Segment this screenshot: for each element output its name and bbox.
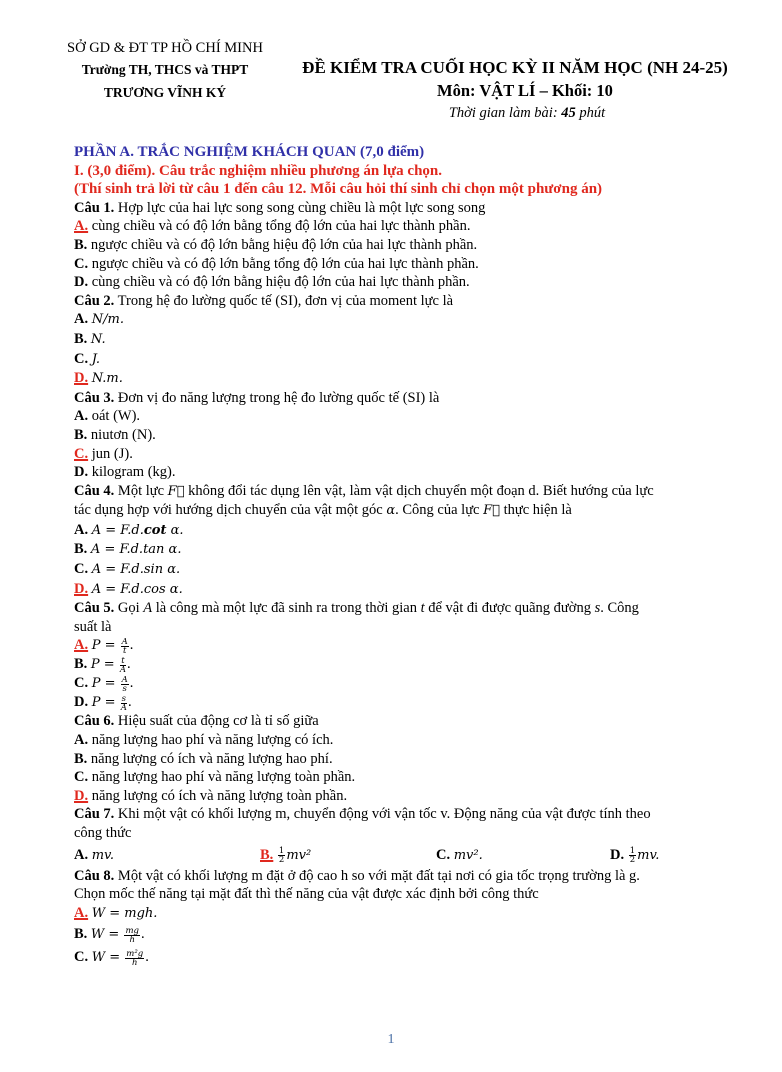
question-1 [74, 199, 754, 218]
part-instruction: (Thí sinh trả lời từ câu 1 đến câu 12. Mỗi câu hỏi thí sinh chỉ chọn một phương án) [74, 181, 603, 198]
option-text: oát (W). [88, 408, 141, 425]
option-letter: C. [74, 675, 89, 692]
fraction [121, 638, 129, 655]
option-letter: C. [74, 769, 89, 786]
option-letter-correct: B. [260, 846, 274, 863]
angle-symbol: α [386, 503, 396, 519]
denominator: 2 [629, 854, 636, 865]
question-4-cont [74, 501, 754, 521]
option-2b [74, 330, 754, 350]
school-header [50, 38, 280, 103]
option-text: cùng chiều và có độ lớn bằng tổng độ lớn của hai lực thành phần. [88, 218, 471, 235]
denominator: h [131, 957, 138, 968]
denominator: t [123, 645, 127, 656]
option-text: năng lượng hao phí và năng lượng có ích. [88, 732, 334, 749]
option-5b: B. P = $\frac{t}{A}$ . [74, 655, 131, 675]
option-function: cos [143, 581, 166, 597]
option-formula: A = F.d. [91, 581, 144, 597]
option-formula: N.m. [91, 371, 123, 387]
option-4c [74, 560, 754, 580]
option-1d [74, 273, 754, 292]
denominator: h [129, 934, 135, 945]
fraction [125, 950, 144, 967]
numerator: 1 [278, 845, 285, 856]
fraction [629, 847, 636, 864]
var-t: t [420, 600, 425, 617]
options-7 [74, 843, 754, 867]
option-text: năng lượng hao phí và năng lượng toàn phần. [88, 769, 356, 786]
question-7-cont: công thức [74, 825, 132, 841]
option-letter: A. [74, 521, 89, 538]
option-3a [74, 407, 754, 426]
option-1c [74, 255, 754, 274]
question-8-cont: Chọn mốc thế năng tại mặt đất thì thế năng của vật được xác định bởi công thức [74, 886, 539, 903]
question-text: Một lực [114, 482, 168, 499]
var-a: A [143, 600, 153, 617]
option-letter-correct: A. [74, 904, 89, 921]
option-formula: mv. [91, 847, 114, 863]
option-letter: A. [74, 732, 89, 749]
option-letter: C. [74, 255, 89, 272]
question-5-cont: suất là [74, 618, 112, 635]
numerator: mg [125, 925, 139, 936]
numerator: t [121, 655, 125, 666]
option-letter: B. [74, 330, 88, 347]
duration-value: 45 [561, 105, 576, 121]
option-4a [74, 521, 754, 541]
force-vector: F⃗ [167, 483, 185, 499]
question-5 [74, 599, 754, 618]
question-text: Đơn vị đo năng lượng trong hệ đo lường quốc tế (SI) là [114, 389, 440, 406]
question-label: Câu 2. [74, 292, 115, 309]
option-formula: J. [91, 351, 101, 367]
question-2 [74, 292, 754, 311]
department-name: SỞ GD & ĐT TP HỒ CHÍ MINH [67, 40, 263, 56]
option-letter-correct: A. [74, 218, 89, 235]
option-letter-correct: D. [74, 787, 89, 804]
question-label: Câu 3. [74, 389, 115, 406]
option-formula: P = [91, 695, 120, 711]
option-letter: D. [74, 464, 89, 481]
option-letter: C. [436, 846, 451, 863]
option-letter-correct: D. [74, 370, 89, 387]
numerator: A [121, 674, 128, 685]
question-text: Hiệu suất của động cơ là tỉ số giữa [114, 713, 319, 730]
option-formula: mv. [637, 847, 660, 863]
option-letter: B. [74, 236, 88, 253]
question-text: Trong hệ đo lường quốc tế (SI), đơn vị của moment lực là [114, 292, 454, 309]
option-function: cot [143, 522, 167, 538]
option-8b: B. W = $\frac{mg}{h}$ . [74, 925, 145, 945]
option-formula: α. [163, 562, 181, 578]
option-letter: C. [74, 561, 89, 578]
denominator: s [122, 683, 127, 694]
option-letter: A. [74, 311, 89, 328]
question-label: Câu 5. [74, 600, 115, 617]
fraction [120, 657, 126, 674]
option-7a [74, 843, 260, 867]
option-2d [74, 369, 754, 389]
numerator: m²g [126, 948, 144, 959]
option-letter: D. [74, 694, 89, 711]
option-letter: B. [74, 926, 88, 943]
question-7 [74, 805, 754, 824]
page-number: 1 [387, 1032, 395, 1047]
option-7b [260, 843, 436, 867]
option-formula: α. [164, 542, 182, 558]
question-label: Câu 6. [74, 713, 115, 730]
denominator: A [120, 702, 127, 713]
option-2a [74, 310, 754, 330]
question-text: để vật đi được quãng đường [424, 600, 595, 617]
option-6a [74, 731, 754, 750]
option-letter: A. [74, 408, 89, 425]
part-heading: I. (3,0 điểm). Câu trắc nghiệm nhiều phương án lựa chọn. [74, 162, 443, 179]
option-3c [74, 445, 754, 464]
option-formula: A = F.d. [91, 522, 144, 538]
option-letter: D. [610, 846, 625, 863]
option-8a [74, 904, 754, 924]
question-label: Câu 7. [74, 806, 115, 823]
option-function: sin [143, 562, 164, 578]
option-formula: N. [90, 331, 106, 347]
question-text: không đổi tác dụng lên vật, làm vật dịch chuyển một đoạn d. Biết hướng của lực [184, 482, 654, 499]
duration-unit: phút [575, 105, 606, 121]
question-label: Câu 8. [74, 867, 115, 884]
option-5a: A. P = $\frac{A}{t}$ . [74, 636, 134, 656]
option-formula: P = [90, 657, 119, 673]
option-formula: α. [166, 522, 184, 538]
option-1b [74, 236, 754, 255]
exam-subject: Môn: VẬT LÍ – Khối: 10 [437, 81, 613, 100]
option-letter: D. [74, 274, 89, 291]
option-4b [74, 540, 754, 560]
option-formula: W = mgh. [91, 905, 158, 921]
option-6c [74, 768, 754, 787]
force-vector: F⃗ [483, 503, 500, 519]
option-formula: W = [90, 927, 124, 943]
option-letter-correct: C. [74, 445, 89, 462]
numerator: 1 [629, 845, 636, 856]
option-letter: B. [74, 656, 88, 673]
option-7d [610, 843, 659, 867]
option-text: cùng chiều và có độ lớn bằng hiệu độ lớn của hai lực thành phần. [88, 274, 470, 291]
question-text: thực hiện là [499, 502, 572, 519]
school-name-line1: Trường TH, THCS và THPT [81, 62, 249, 77]
option-7c [436, 843, 610, 867]
question-text: Gọi [114, 600, 144, 617]
school-name-line2: TRƯƠNG VĨNH KÝ [103, 85, 227, 100]
exam-content [74, 143, 754, 969]
question-text: là công mà một lực đã sinh ra trong thời gian [152, 600, 421, 617]
option-letter: C. [74, 949, 89, 966]
numerator: s [121, 693, 127, 704]
option-3d [74, 463, 754, 482]
option-text: kilogram (kg). [88, 464, 176, 481]
option-text: năng lượng có ích và năng lượng hao phí. [87, 750, 333, 767]
option-text: năng lượng có ích và năng lượng toàn phần. [88, 787, 348, 804]
option-5c: C. P = $\frac{A}{s}$ . [74, 674, 134, 694]
question-text: tác dụng hợp với hướng dịch chuyển của vật một góc [74, 502, 387, 519]
option-letter-correct: D. [74, 580, 89, 597]
question-text: Một vật có khối lượng m đặt ở độ cao h so với mặt đất tại nơi có gia tốc trọng trường là g. [114, 867, 640, 884]
question-text: . Công [600, 600, 639, 617]
exam-title: ĐỀ KIỂM TRA CUỐI HỌC KỲ II NĂM HỌC (NH 24-25) [302, 58, 728, 77]
option-letter-correct: A. [74, 637, 89, 654]
question-8 [74, 867, 754, 886]
option-letter: A. [74, 846, 89, 863]
exam-duration [285, 102, 745, 124]
option-text: jun (J). [88, 445, 133, 462]
option-formula: α. [165, 581, 183, 597]
option-2c [74, 350, 754, 370]
question-6 [74, 712, 754, 731]
option-formula: A = F.d. [91, 562, 144, 578]
option-4d [74, 580, 754, 600]
option-text: ngược chiều và có độ lớn bằng hiệu độ lớn của hai lực thành phần. [87, 236, 478, 253]
section-title: PHẦN A. TRẮC NGHIỆM KHÁCH QUAN (7,0 điểm) [74, 144, 425, 160]
option-formula: P = [91, 638, 120, 654]
fraction [121, 695, 127, 712]
question-text: Hợp lực của hai lực song song cùng chiều là một lực song song [114, 199, 486, 216]
option-formula: N/m. [91, 312, 124, 328]
duration-label: Thời gian làm bài: [448, 105, 562, 121]
question-label: Câu 1. [74, 199, 115, 216]
option-letter: B. [74, 426, 88, 443]
option-6b [74, 750, 754, 769]
numerator: A [121, 636, 128, 647]
option-text: niutơn (N). [87, 426, 156, 443]
question-text: . Công của lực [395, 502, 484, 519]
exam-header [285, 57, 745, 124]
denominator: A [119, 664, 126, 675]
option-6d [74, 787, 754, 806]
option-8c: C. W = $\frac{\text{m²g}}{h}$ . [74, 948, 149, 968]
option-letter: B. [74, 541, 88, 558]
option-letter: B. [74, 750, 88, 767]
question-label: Câu 4. [74, 482, 115, 499]
fraction [278, 847, 285, 864]
denominator: 2 [278, 854, 285, 865]
option-5d: D. P = $\frac{s}{A}$ . [74, 693, 132, 713]
question-text: Khi một vật có khối lượng m, chuyển động với vận tốc v. Động năng của vật được tính theo [114, 806, 651, 823]
option-function: tan [143, 542, 165, 558]
option-formula: mv². [453, 847, 483, 863]
option-formula: P = [91, 676, 120, 692]
option-letter: C. [74, 350, 89, 367]
option-3b [74, 426, 754, 445]
fraction [121, 676, 129, 693]
option-formula: A = F.d. [90, 542, 144, 558]
question-3 [74, 389, 754, 408]
option-formula: W = [91, 950, 125, 966]
fraction [124, 927, 140, 944]
option-text: ngược chiều và có độ lớn bằng tổng độ lớn của hai lực thành phần. [88, 255, 479, 272]
var-s: s [594, 600, 601, 617]
option-1a [74, 217, 754, 236]
option-formula: mv² [286, 847, 312, 863]
question-4 [74, 482, 754, 502]
